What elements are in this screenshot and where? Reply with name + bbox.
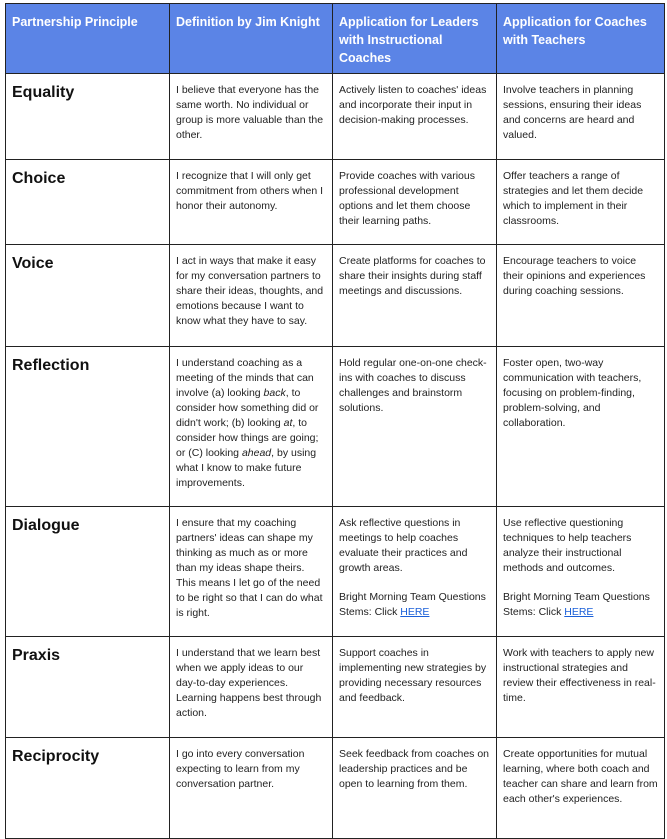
partnership-principles-table <box>5 3 665 839</box>
principle-name: Reflection <box>6 347 170 507</box>
definition-text: , by using what I know to make future improvements. <box>176 447 317 489</box>
coaches-text: Use reflective questioning techniques to help teachers analyze their instructional methods and outcomes. <box>503 517 632 574</box>
header-coaches: Application for Coaches with Teachers <box>497 4 665 74</box>
question-stems-link[interactable]: HERE <box>564 606 594 618</box>
principle-name: Reciprocity <box>6 738 170 839</box>
coaches-cell: Involve teachers in planning sessions, ensuring their ideas and concerns are heard and valued. <box>497 74 665 160</box>
leaders-cell: Seek feedback from coaches on leadership practices and be open to learning from them. <box>333 738 497 839</box>
header-definition: Definition by Jim Knight <box>170 4 333 74</box>
emphasis-text: at <box>283 417 293 429</box>
emphasis-text: back <box>263 387 286 399</box>
definition-cell: I go into every conversation expecting to learn from my conversation partner. <box>170 738 333 839</box>
header-leaders: Application for Leaders with Instructional Coaches <box>333 4 497 74</box>
leaders-cell: Create platforms for coaches to share their insights during staff meetings and discussions. <box>333 245 497 347</box>
definition-cell: I act in ways that make it easy for my conversation partners to share their ideas, thoughts, and emotions because I want to know what they have to say. <box>170 245 333 347</box>
question-stems-text: Bright Morning Team Questions Stems: Click <box>503 591 650 618</box>
header-principle: Partnership Principle <box>6 4 170 74</box>
leaders-cell <box>333 507 497 637</box>
table-row <box>6 347 665 507</box>
question-stems-link[interactable]: HERE <box>400 606 430 618</box>
table-row <box>6 245 665 347</box>
leaders-cell: Provide coaches with various professional development options and let them choose their learning paths. <box>333 160 497 245</box>
principle-name: Dialogue <box>6 507 170 637</box>
coaches-cell: Work with teachers to apply new instructional strategies and review their effectiveness in real-time. <box>497 637 665 738</box>
coaches-cell: Encourage teachers to voice their opinions and experiences during coaching sessions. <box>497 245 665 347</box>
emphasis-text: ahead <box>241 447 272 459</box>
leaders-cell: Hold regular one-on-one check-ins with coaches to discuss challenges and brainstorm solutions. <box>333 347 497 507</box>
table-row <box>6 74 665 160</box>
coaches-cell <box>497 507 665 637</box>
leaders-text: Ask reflective questions in meetings to help coaches evaluate their practices and growth areas. <box>339 517 468 574</box>
principle-name: Voice <box>6 245 170 347</box>
coaches-cell: Offer teachers a range of strategies and let them decide which to implement in their classrooms. <box>497 160 665 245</box>
principle-name: Praxis <box>6 637 170 738</box>
definition-cell: I ensure that my coaching partners' ideas can shape my thinking as much as or more than my ideas shape theirs. This means I let go of the need to be right so that I can do what is right. <box>170 507 333 637</box>
header-row <box>6 4 665 74</box>
definition-text: I understand coaching as a meeting of the minds that can involve (a) looking <box>176 357 314 399</box>
leaders-cell: Actively listen to coaches' ideas and incorporate their input in decision-making processes. <box>333 74 497 160</box>
table-row <box>6 160 665 245</box>
table-row <box>6 507 665 637</box>
leaders-cell: Support coaches in implementing new strategies by providing necessary resources and feedback. <box>333 637 497 738</box>
table-row <box>6 637 665 738</box>
principle-name: Equality <box>6 74 170 160</box>
coaches-cell: Foster open, two-way communication with teachers, focusing on problem-finding, problem-solving, and collaboration. <box>497 347 665 507</box>
definition-cell: I believe that everyone has the same worth. No individual or group is more valuable than the other. <box>170 74 333 160</box>
definition-cell <box>170 347 333 507</box>
definition-text: , to consider how something did or didn't work; (b) looking <box>176 387 319 429</box>
definition-cell: I understand that we learn best when we apply ideas to our day-to-day experiences. Learning happens best through action. <box>170 637 333 738</box>
coaches-cell: Create opportunities for mutual learning, where both coach and teacher can share and learn from each other's experiences. <box>497 738 665 839</box>
principle-name: Choice <box>6 160 170 245</box>
table-row <box>6 738 665 839</box>
question-stems-text: Bright Morning Team Questions Stems: Click <box>339 591 486 618</box>
definition-cell: I recognize that I will only get commitment from others when I honor their autonomy. <box>170 160 333 245</box>
definition-text: , to consider how things are going; or (C) looking <box>176 417 319 459</box>
